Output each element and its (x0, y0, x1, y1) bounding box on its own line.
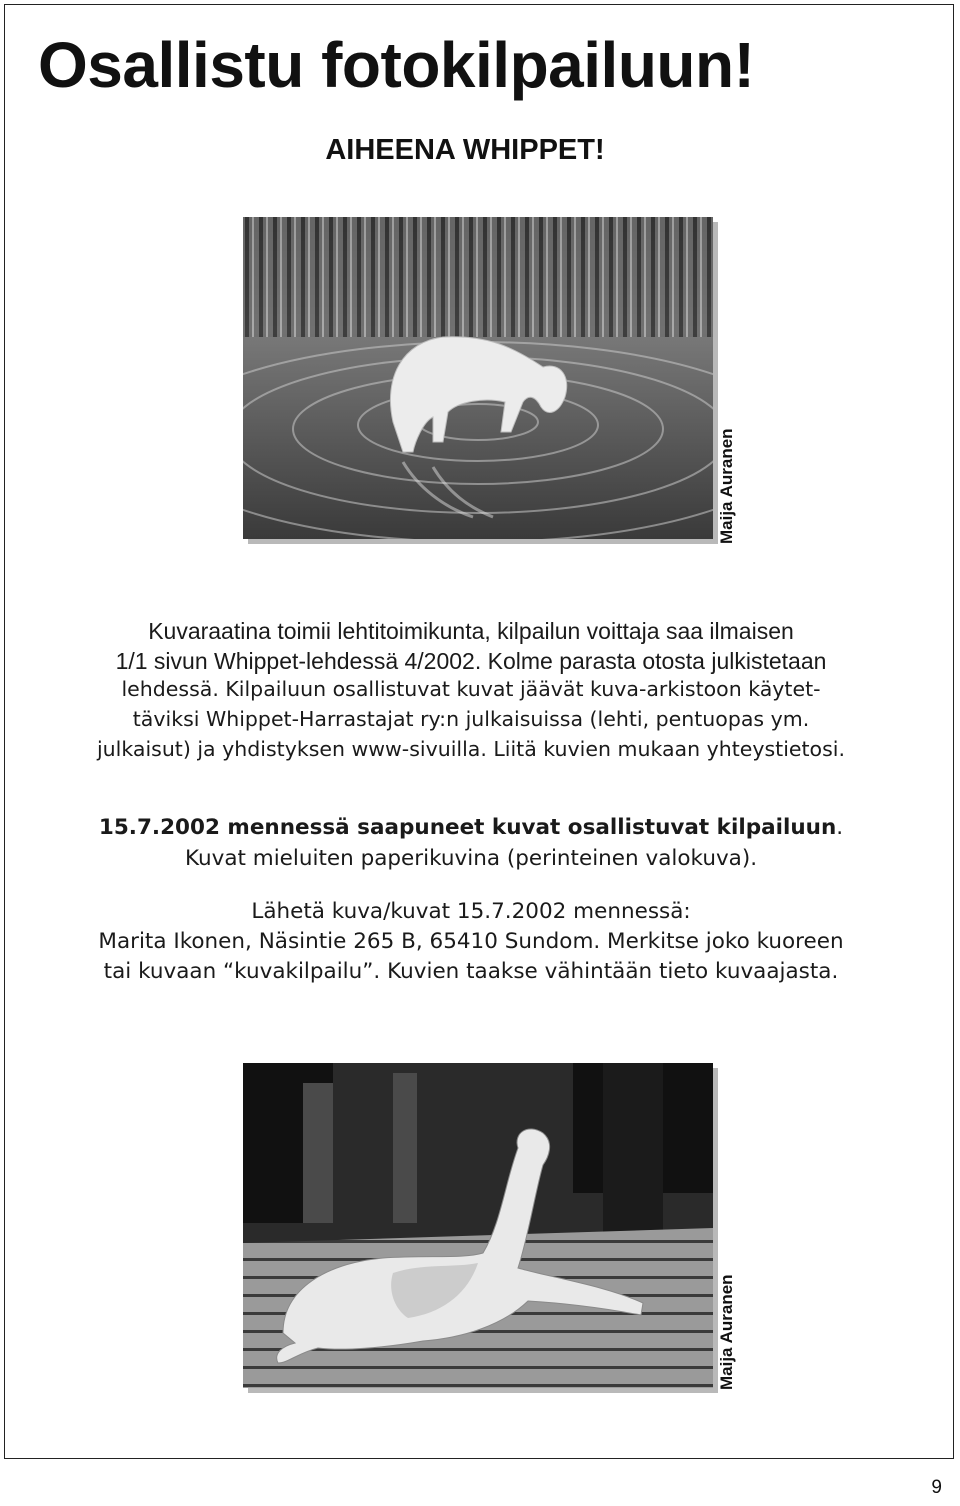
deadline-notice (18, 812, 924, 874)
photo-credit-2: Maija Auranen (717, 1274, 736, 1390)
send-instructions (18, 897, 924, 987)
deadline-bold: 15.7.2002 mennessä saapuneet kuvat osallistuvat kilpailuun (98, 815, 837, 840)
send-line-3: tai kuvaan “kuvakilpailu”. Kuvien taakse vähintään tieto kuvaajasta. (103, 959, 839, 984)
page-subtitle: AIHEENA WHIPPET! (325, 134, 605, 166)
photo-credit-1: Maija Auranen (717, 428, 736, 544)
format-note: Kuvat mieluiten paperikuvina (perinteinen valokuva). (184, 846, 758, 871)
send-line-2: Marita Ikonen, Näsintie 265 B, 65410 Sundom. Merkitse joko kuoreen (98, 929, 844, 954)
page-title: Osallistu fotokilpailuun! (38, 29, 755, 101)
page-number: 9 (931, 1477, 942, 1498)
rules-line-2: täviksi Whippet-Harrastajat ry:n julkaisuissa (lehti, pentuopas ym. (132, 707, 810, 731)
contest-intro (18, 616, 924, 676)
photo-whippet-on-deck (243, 1063, 713, 1388)
photo-whippet-in-water (243, 217, 713, 539)
send-line-1: Lähetä kuva/kuvat 15.7.2002 mennessä: (251, 899, 691, 924)
rules-line-1: lehdessä. Kilpailuun osallistuvat kuvat jäävät kuva-arkistoon käytet- (121, 677, 821, 701)
rules-line-3: julkaisut) ja yhdistyksen www-sivuilla. Liitä kuvien mukaan yhteystietosi. (96, 737, 845, 761)
intro-line-1: Kuvaraatina toimii lehtitoimikunta, kilpailun voittaja saa ilmaisen (148, 618, 794, 644)
photo-whippet-on-deck-image (243, 1063, 713, 1388)
contest-rules (18, 674, 924, 764)
photo-whippet-in-water-image (243, 217, 713, 539)
intro-line-2: 1/1 sivun Whippet-lehdessä 4/2002. Kolme parasta otosta julkistetaan (115, 648, 827, 674)
deadline-tail: . (836, 815, 844, 840)
